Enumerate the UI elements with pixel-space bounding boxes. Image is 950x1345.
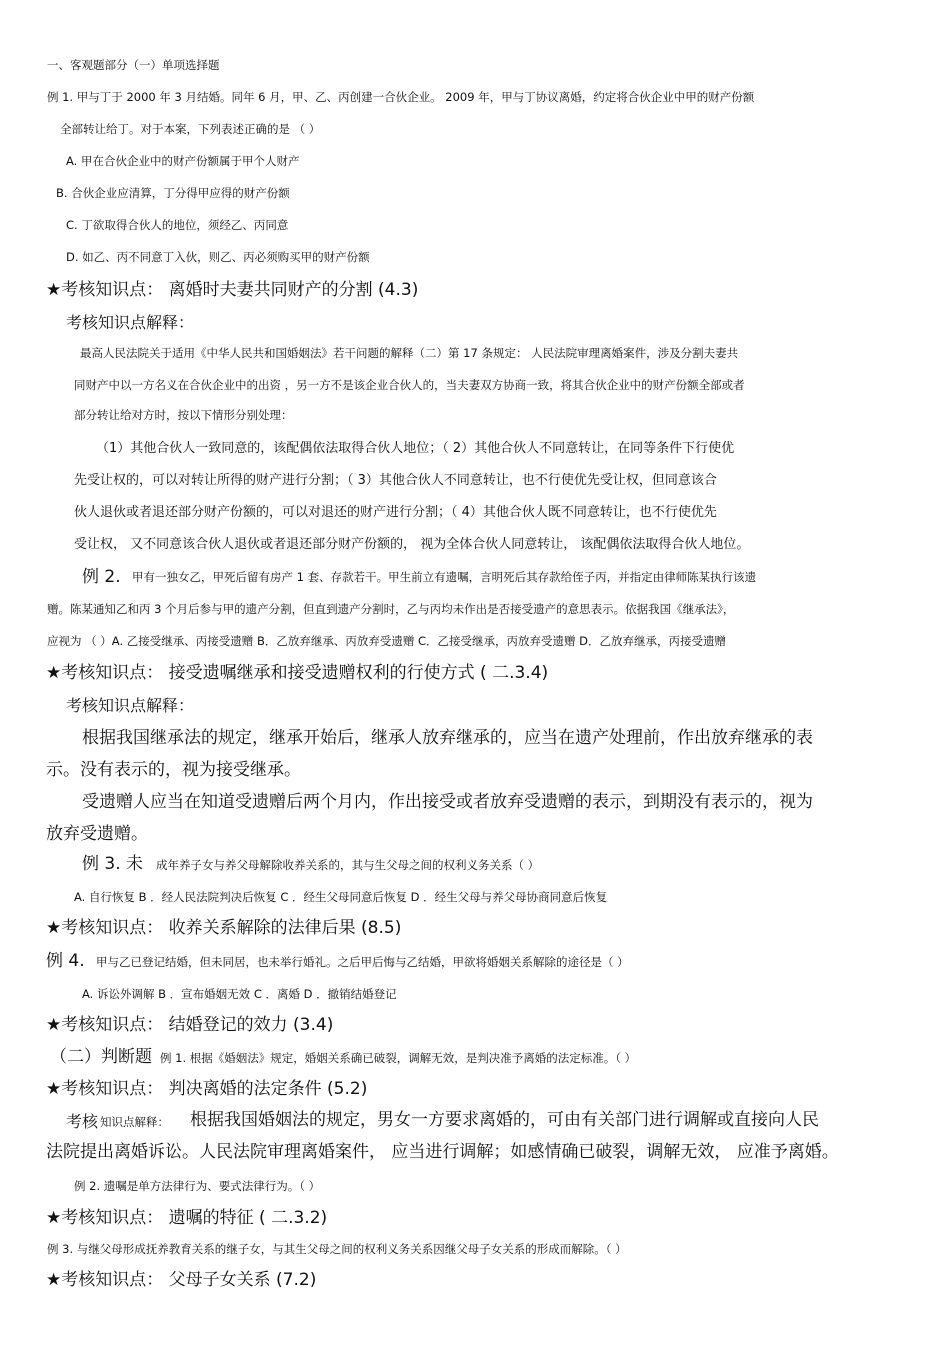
question-4-stem: 甲与乙已登记结婚，但未同居，也未举行婚礼。之后甲后悔与乙结婚，甲欲将婚姻关系解除的途径是（ ） xyxy=(96,955,629,969)
knowledge-point-1: ★考核知识点： 离婚时夫妻共同财产的分割 (4.3) xyxy=(46,280,419,300)
knowledge-point-2: ★考核知识点： 接受遗嘱继承和接受遗赠权利的行使方式 ( 二.3.4) xyxy=(46,663,549,683)
question-3-options: A. 自行恢复 B ．经人民法院判决后恢复 C ．经生父母同意后恢复 D ．经生父母与养父母协商同意后恢复 xyxy=(74,890,608,904)
explanation-1-line: 先受让权的，可以对转让所得的财产进行分割；（ 3）其他合伙人不同意转让，也不行使优先受让权，但同意该合 xyxy=(74,473,717,488)
explanation-heading-2: 考核知识点解释： xyxy=(66,696,195,715)
judgment-3-stem: 例 3. 与继父母形成抚养教育关系的继子女，与其生父母之间的权利义务关系因继父母子女关系的形成而解除。（ ） xyxy=(47,1242,627,1256)
explanation-2-line: 根据我国继承法的规定，继承开始后，继承人放弃继承的，应当在遗产处理前，作出放弃继承的表 xyxy=(82,728,813,748)
question-3-label: 例 3. 未 xyxy=(82,854,144,874)
explanation-1-line: （1）其他合伙人一致同意的，该配偶依法取得合伙人地位；（ 2）其他合伙人不同意转让，在同等条件下行使优 xyxy=(96,441,735,456)
question-2-label: 例 2. xyxy=(82,567,121,587)
explanation-1-line: 最高人民法院关于适用《中华人民共和国婚姻法》若干问题的解释（二）第 17 条规定： 人民法院审理离婚案件，涉及分割夫妻共 xyxy=(80,346,739,360)
explanation-1-line: 伙人退伙或者退还部分财产份额的，可以对退还的财产进行分割；（ 4）其他合伙人既不同意转让，也不行使优先 xyxy=(74,505,717,520)
question-2-stem: 甲有一独女乙，甲死后留有房产 1 套、存款若干。甲生前立有遗嘱，言明死后其存款给侄子丙，并指定由律师陈某执行该遗 xyxy=(132,570,757,584)
knowledge-point-6: ★考核知识点： 遗嘱的特征 ( 二.3.2) xyxy=(46,1208,328,1228)
knowledge-point-3: ★考核知识点： 收养关系解除的法律后果 (8.5) xyxy=(46,918,402,938)
question-1-option-a: A. 甲在合伙企业中的财产份额属于甲个人财产 xyxy=(66,154,300,168)
explanation-1-line: 部分转让给对方时，按以下情形分别处理： xyxy=(74,408,293,422)
explanation-heading-3: 考核 xyxy=(66,1112,99,1131)
explanation-1-line: 同财产中以一方名义在合伙企业中的出资 ，另一方不是该企业合伙人的，当夫妻双方协商一致，将其合伙企业中的财产份额全部或者 xyxy=(74,378,745,392)
question-2-stem-cont: 赠。陈某通知乙和丙 3 个月后参与甲的遗产分割，但直到遗产分割时，乙与丙均未作出是否接受遗产的意思表示。依据我国《继承法》， xyxy=(47,602,735,616)
judgment-2-stem: 例 2. 遗嘱是单方法律行为、要式法律行为。（ ） xyxy=(74,1179,321,1193)
explanation-heading-3-rest: 知识点解释： xyxy=(100,1115,169,1129)
explanation-2-line: 放弃受遗赠。 xyxy=(46,824,148,844)
judgment-1-stem: 例 1. 根据《婚姻法》规定，婚姻关系确已破裂，调解无效，是判决准予离婚的法定标准。（ ） xyxy=(160,1051,637,1065)
question-2-options: 应视为 （ ）A. 乙接受继承、丙接受遗赠 B．乙放弃继承、丙放弃受遗赠 C．乙接受继承，丙放弃受遗赠 D．乙放弃继承，丙接受遗赠 xyxy=(47,634,727,648)
explanation-heading-1: 考核知识点解释： xyxy=(66,313,195,332)
knowledge-point-5: ★考核知识点： 判决离婚的法定条件 (5.2) xyxy=(46,1079,368,1099)
question-1-option-b: B. 合伙企业应清算，丁分得甲应得的财产份额 xyxy=(56,186,290,200)
section-heading-judgment: （二）判断题 xyxy=(50,1047,152,1067)
knowledge-point-4: ★考核知识点： 结婚登记的效力 (3.4) xyxy=(46,1015,334,1035)
section-heading: 一、客观题部分（一）单项选择题 xyxy=(47,58,220,72)
question-1-stem-cont: 全部转让给丁。对于本案，下列表述正确的是 （ ） xyxy=(60,122,321,136)
knowledge-point-7: ★考核知识点： 父母子女关系 (7.2) xyxy=(46,1270,317,1290)
question-4-label: 例 4. xyxy=(46,951,85,971)
explanation-1-line: 受让权， 又不同意该合伙人退伙或者退还部分财产份额的， 视为全体合伙人同意转让， 该配偶依法取得合伙人地位。 xyxy=(74,537,750,552)
question-4-options: A. 诉讼外调解 B ．宣布婚姻无效 C ．离婚 D ．撤销结婚登记 xyxy=(82,987,397,1001)
explanation-3-line: 根据我国婚姻法的规定，男女一方要求离婚的，可由有关部门进行调解或直接向人民 xyxy=(190,1110,819,1130)
explanation-2-line: 受遗赠人应当在知道受遗赠后两个月内，作出接受或者放弃受遗赠的表示，到期没有表示的，视为 xyxy=(82,792,813,812)
explanation-3-line: 法院提出离婚诉讼。人民法院审理离婚案件， 应当进行调解；如感情确已破裂，调解无效， 应准予离婚。 xyxy=(46,1142,839,1162)
question-1-option-d: D. 如乙、丙不同意丁入伙，则乙、丙必须购买甲的财产份额 xyxy=(66,250,370,264)
question-1-stem: 例 1. 甲与丁于 2000 年 3 月结婚。同年 6 月，甲、乙、丙创建一合伙企业。 2009 年，甲与丁协议离婚，约定将合伙企业中甲的财产份额 xyxy=(47,90,755,104)
explanation-2-line: 示。没有表示的，视为接受继承。 xyxy=(46,760,301,780)
question-3-stem: 成年养子女与养父母解除收养关系的，其与生父母之间的权利义务关系（ ） xyxy=(156,858,540,872)
question-1-option-c: C. 丁欲取得合伙人的地位，须经乙、丙同意 xyxy=(66,218,289,232)
